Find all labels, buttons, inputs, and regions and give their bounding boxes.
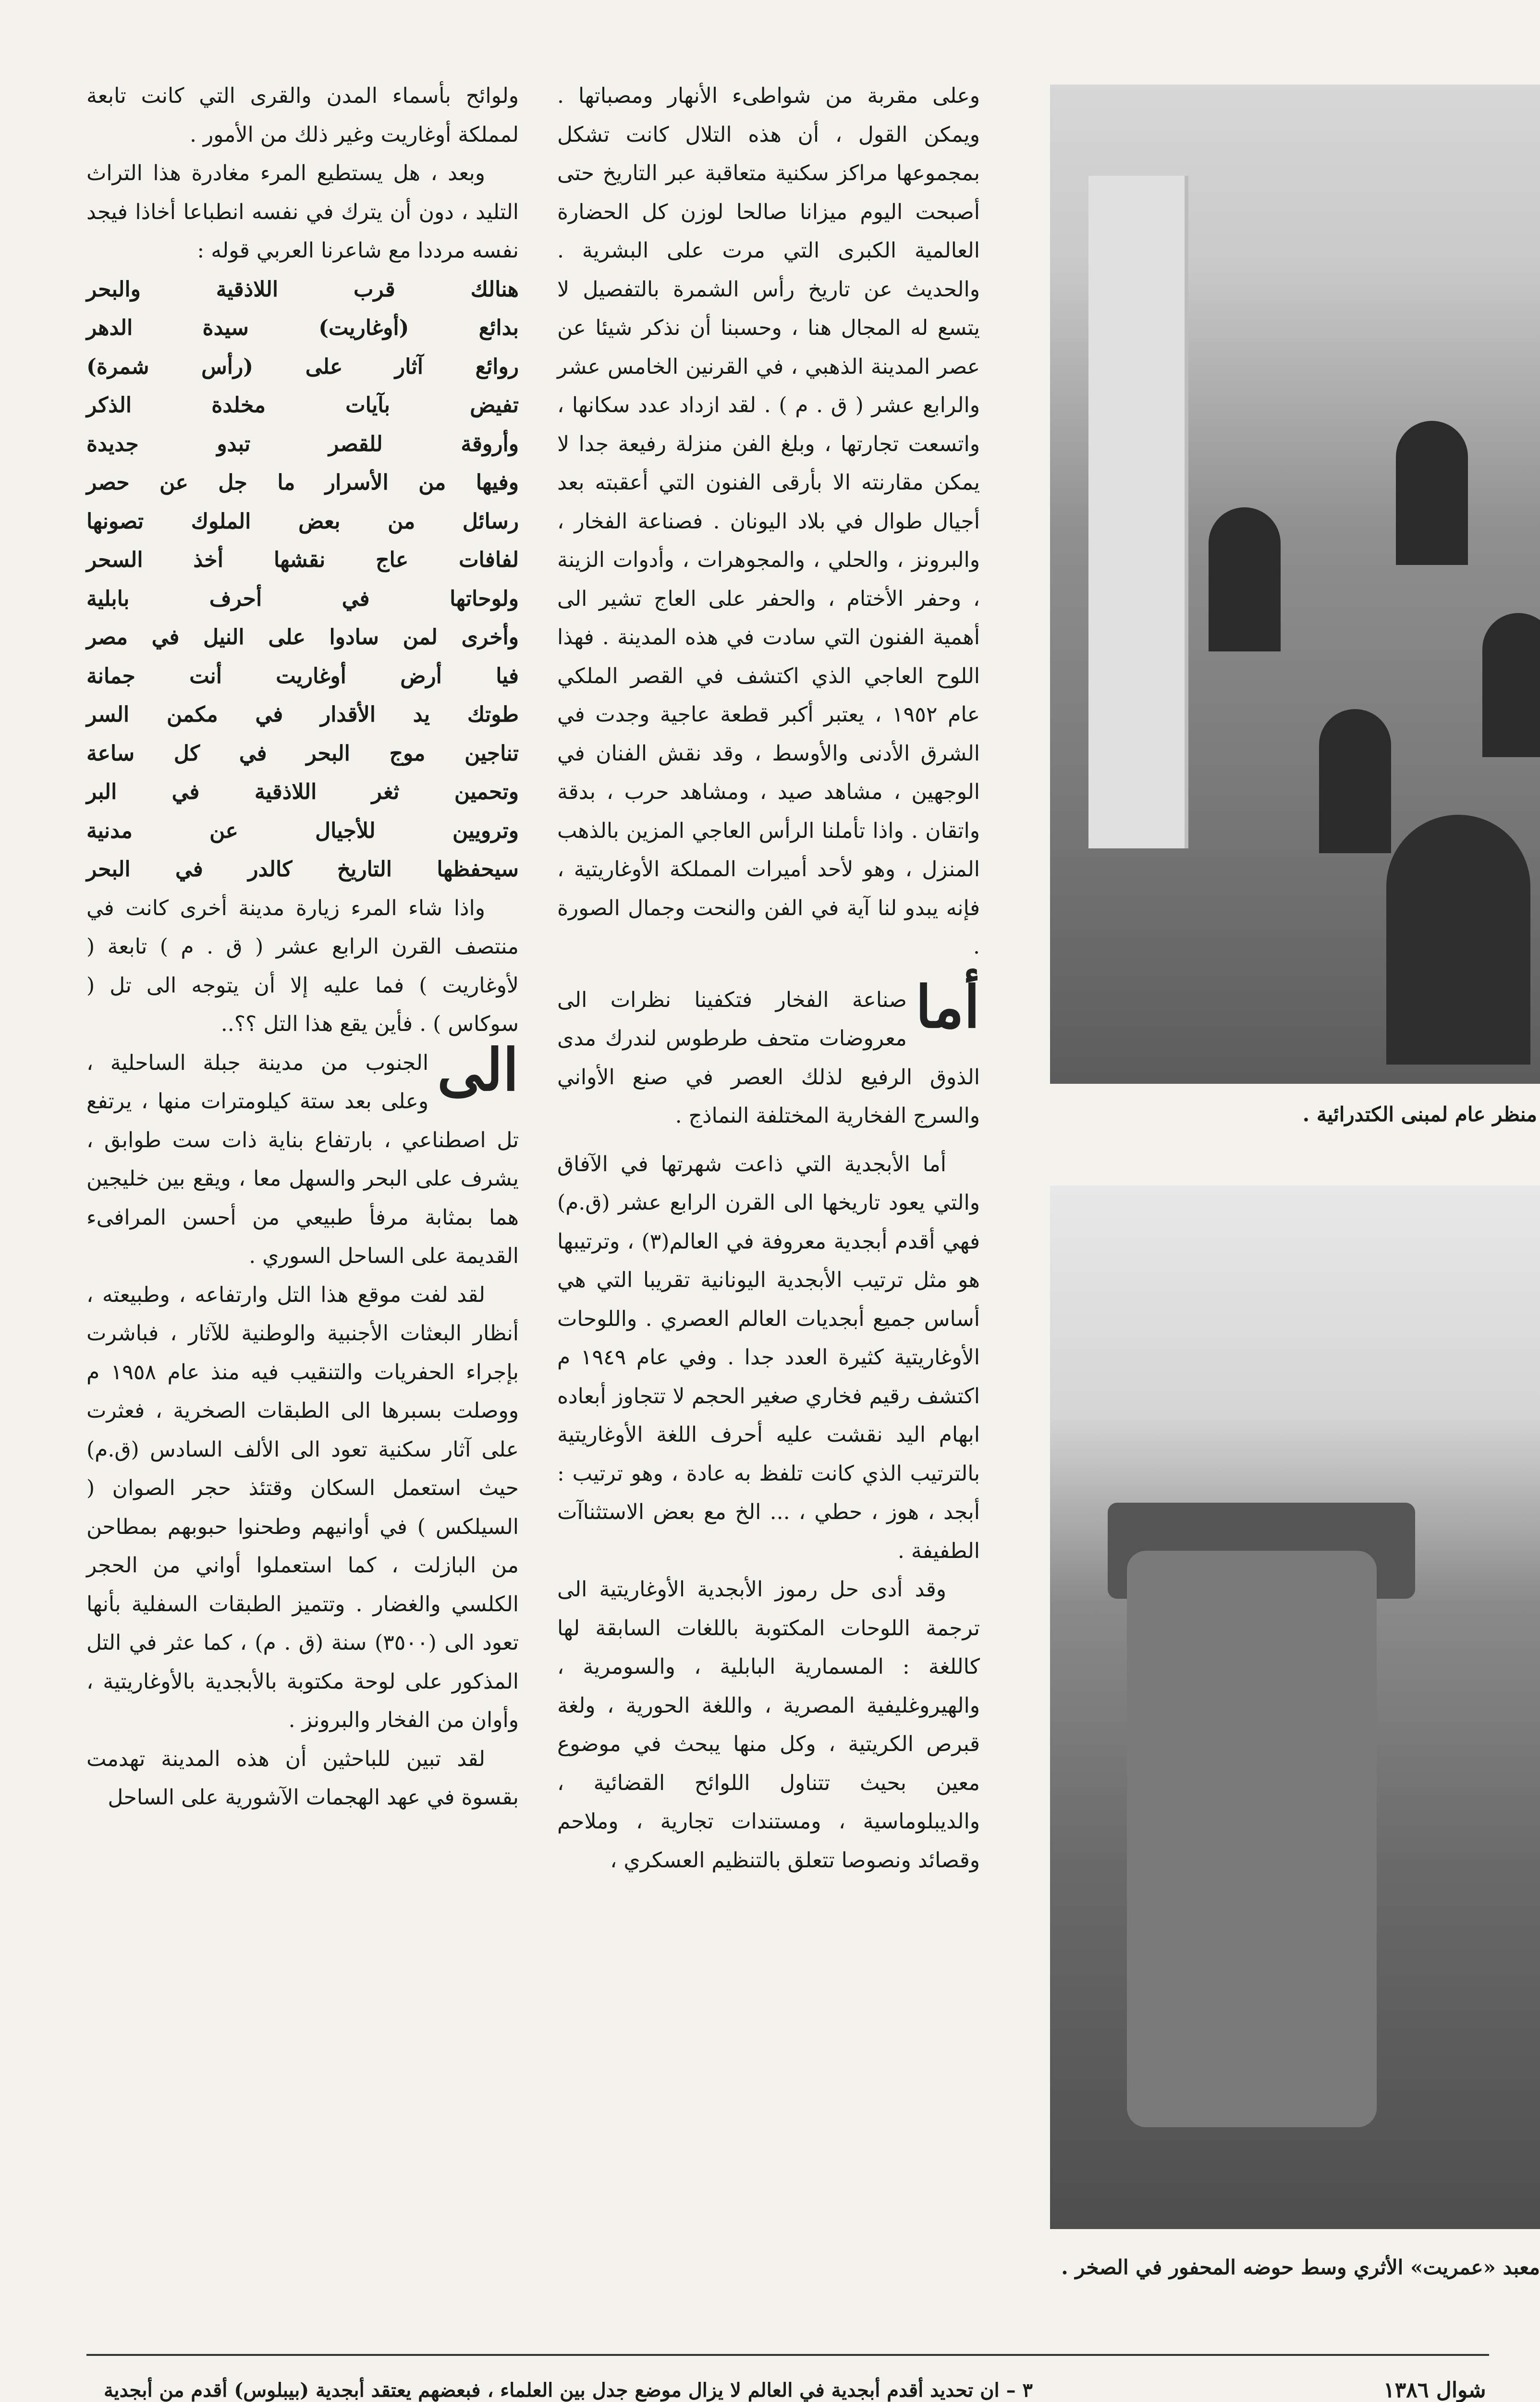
poem bbox=[86, 270, 519, 889]
poem-line: تناجين موج البحر في كل ساعة bbox=[86, 741, 519, 766]
right-paragraph-1: وعلى مقربة من شواطىء الأنهار ومصباتها . ويمكن القول ، أن هذه التلال كانت تشكل بمجموعها مراكز سكنية متعاقبة عبر التاريخ حتى أصبحت اليوم ميزانا صالحا لوزن كل الحضارة العالمية الكبرى التي مرت على البشرية . والحديث عن تاريخ رأس الشمرة بالتفصيل لا يتسع له المجال هنا ، وحسبنا أن نذكر شيئا عن عصر المدينة الذهبي ، في القرنين الخامس عشر والرابع عشر ( ق . م ) . لقد ازداد عدد سكانها ، واتسعت تجارتها ، وبلغ الفن منزلة رفيعة جدا لا يمكن مقارنته الا بأرقى الفنون التي أعقبته بعد أجيال طوال في بلاد اليونان . فصناعة الفخار ، والبرونز ، والحلي ، والمجوهرات ، وأدوات الزينة ، وحفر الأختام ، والحفر على العاج تشير الى أهمية الفنون التي سادت في هذه المدينة . فهذا اللوح العاجي الذي اكتشف في القصر الملكي عام ١٩٥٢ ، يعتبر أكبر قطعة عاجية وجدت في الشرق الأدنى والأوسط ، وقد نقش الفنان في الوجهين ، مشاهد صيد ، ومشاهد حرب ، بدقة واتقان . واذا تأملنا الرأس العاجي المزين بالذهب المنزل ، وهو لأحد أميرات المملكة الأوغاريتية ، فإنه يبدو لنا آية في الفن والنحت وجمال الصورة . bbox=[557, 84, 980, 959]
window-arch bbox=[1209, 507, 1281, 651]
left-paragraph-4 bbox=[86, 1036, 519, 1276]
poem-line: لفافات عاج نقشها أخذ السحر bbox=[86, 548, 519, 572]
dropcap: أما bbox=[915, 973, 980, 1041]
poem-line: وأروقة للقصر تبدو جديدة bbox=[86, 431, 519, 456]
door-arch bbox=[1386, 815, 1530, 1065]
left-paragraph-5: لقد لفت موقع هذا التل وارتفاعه ، وطبيعته ، أنظار البعثات الأجنبية والوطنية للآثار ، فباشرت بإجراء الحفريات والتنقيب فيه منذ عام ١٩٥٨ م ووصلت بسبرها الى الطبقات الصخرية ، فعثرت على آثار سكنية تعود الى الألف السادس (ق.م) حيث استعمل السكان وقتئذ حجر الصوان ( السيلكس ) في أوانيهم وطحنوا حبوبهم بمطاحن من البازلت ، كما استعملوا أواني من الحجر الكلسي والغضار . وتتميز الطبقات السفلية بأنها تعود الى (٣٥٠٠) سنة (ق . م) ، كما عثر في التل المذكور على لوحة مكتوبة بالأبجدية بالأوغاريتية ، وأوان من الفخار والبرونز . bbox=[86, 1282, 519, 1732]
poem-line: وفيها من الأسرار ما جل عن حصر bbox=[86, 470, 519, 495]
footnote: ٣ – ان تحديد أقدم أبجدية في العالم لا يزال موضع جدل بين العلماء ، فبعضهم يعتقد أبجدية (بيبلوس) أقدم من أبجدية bbox=[103, 2379, 1033, 2402]
poem-line: رسائل من بعض الملوك تصونها bbox=[86, 509, 519, 534]
cathedral-photo bbox=[1050, 85, 1540, 1084]
poem-line: روائع آثار على (رأس شمرة) bbox=[86, 354, 519, 379]
poem-line: بدائع (أوغاريت) سيدة الدهر bbox=[86, 316, 519, 340]
poem-line: تفيض بآيات مخلدة الذكر bbox=[86, 393, 519, 417]
poem-line: فيا أرض أوغاريت أنت جمانة bbox=[86, 663, 519, 688]
left-paragraph-3: واذا شاء المرء زيارة مدينة أخرى كانت في منتصف القرن الرابع عشر ( ق . م ) تابعة ( لأوغاريت ) فما عليه إلا أن يتوجه الى تل ( سوكاس ) . فأين يقع هذا التل ؟؟.. bbox=[86, 895, 519, 1036]
poem-line: سيحفظها التاريخ كالدر في البحر bbox=[86, 857, 519, 882]
tower-shape bbox=[1088, 176, 1188, 848]
temple-photo bbox=[1050, 1186, 1540, 2229]
left-paragraph-6: لقد تبين للباحثين أن هذه المدينة تهدمت بقسوة في عهد الهجمات الآشورية على الساحل bbox=[86, 1746, 519, 1810]
left-text-column bbox=[86, 77, 519, 1817]
photo-caption-top: منظر عام لمبنى الكتدرائية . bbox=[1302, 1103, 1537, 1126]
dropcap: الى bbox=[437, 1036, 519, 1104]
poem-line: ولوحاتها في أحرف بابلية bbox=[86, 586, 519, 611]
ruin-pillar bbox=[1127, 1551, 1377, 2127]
right-paragraph-3: أما الأبجدية التي ذاعت شهرتها في الآفاق والتي يعود تاريخها الى القرن الرابع عشر (ق.م) فهي أقدم أبجدية معروفة في العالم(٣) ، وترتيبها هو مثل ترتيب الأبجدية اليونانية تقريبا التي هي أساس جميع أبجديات العالم العصري . واللوحات الأوغاريتية كثيرة العدد جدا . وفي عام ١٩٤٩ م اكتشف رقيم فخاري صغير الحجم لا تتجاوز أبعاده ابهام اليد نقشت عليه أحرف اللغة الأوغاريتية بالترتيب الذي كانت تلفظ به عادة ، وهو ترتيب : أبجد ، هوز ، حطي ، ... الخ مع بعض الاستثناآت الطفيفة . bbox=[557, 1152, 980, 1563]
left-paragraph-4-text: الجنوب من مدينة جبلة الساحلية ، وعلى بعد ستة كيلومترات منها ، يرتفع تل اصطناعي ، بارتفاع بناية ذات ست طوابق ، يشرف على البحر والسهل معا ، ويقع بين خليجين هما بمثابة مرفأ طبيعي من أحسن المرافىء القديمة على الساحل السوري . bbox=[86, 1050, 519, 1268]
window-arch bbox=[1482, 613, 1540, 757]
window-arch bbox=[1396, 421, 1468, 565]
footer-divider bbox=[86, 2354, 1489, 2356]
right-paragraph-4: وقد أدى حل رموز الأبجدية الأوغاريتية الى ترجمة اللوحات المكتوبة باللغات السابقة لها كاللغة : المسمارية البابلية ، والسومرية ، والهيروغليفية المصرية ، واللغة الحورية ، ولغة قبرص الكريتية ، وكل منها يبحث في موضوع معين بحيث تتناول اللوائح القضائية ، والديبلوماسية ، ومستندات تجارية ، وملاحم وقصائد ونصوصا تتعلق بالتنظيم العسكري ، bbox=[557, 1577, 980, 1873]
left-paragraph-2: وبعد ، هل يستطيع المرء مغادرة هذا التراث التليد ، دون أن يترك في نفسه انطباعا أخاذا فيجد نفسه مرددا مع شاعرنا العربي قوله : bbox=[86, 161, 519, 263]
poem-line: وتحمين ثغر اللاذقية في البر bbox=[86, 780, 519, 804]
window-arch bbox=[1319, 709, 1391, 853]
right-text-column bbox=[557, 77, 980, 1880]
poem-line: طوتك يد الأقدار في مكمن السر bbox=[86, 702, 519, 727]
issue-date: شوال ١٣٨٦ bbox=[1383, 2378, 1486, 2402]
left-paragraph-1: ولوائح بأسماء المدن والقرى التي كانت تابعة لمملكة أوغاريت وغير ذلك من الأمور . bbox=[86, 84, 519, 147]
photo-caption-bottom: معبد «عمريت» الأثري وسط حوضه المحفور في الصخر . bbox=[1061, 2255, 1540, 2279]
right-paragraph-2-text: صناعة الفخار فتكفينا نظرات الى معروضات متحف طرطوس لندرك مدى الذوق الرفيع لذلك العصر في صنع الأواني والسرج الفخارية المختلفة النماذج . bbox=[557, 987, 980, 1128]
right-paragraph-2 bbox=[557, 973, 980, 1136]
poem-line: وأخرى لمن سادوا على النيل في مصر bbox=[86, 625, 519, 650]
poem-line: وترويين للأجيال عن مدنية bbox=[86, 818, 519, 843]
poem-line: هنالك قرب اللاذقية والبحر bbox=[86, 277, 519, 302]
